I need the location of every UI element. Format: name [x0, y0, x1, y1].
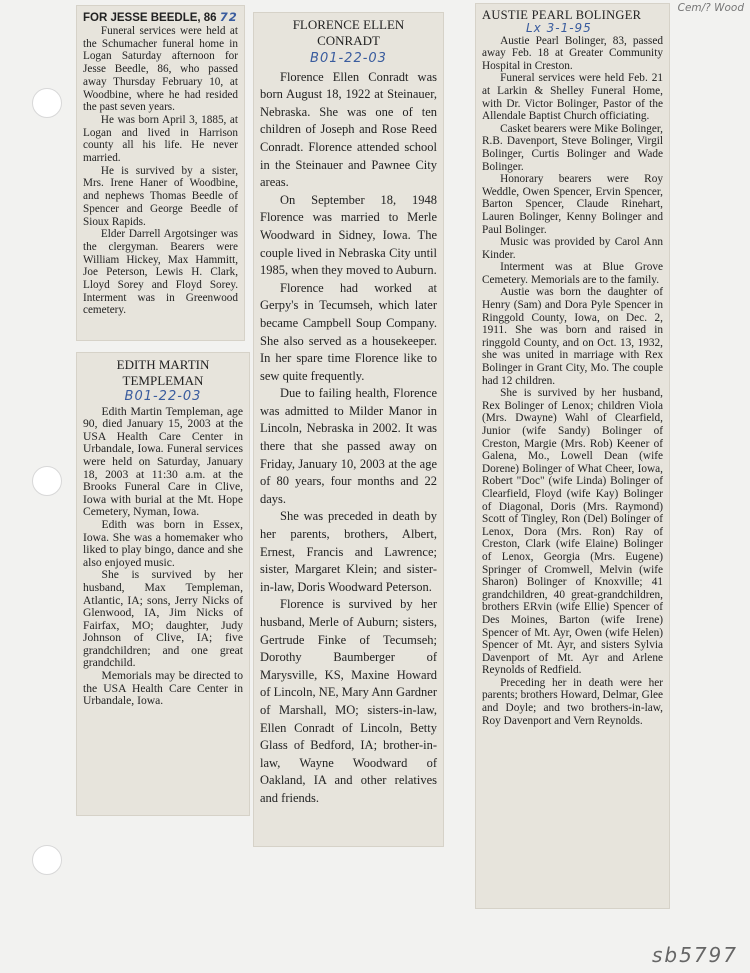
templeman-title [83, 357, 243, 389]
margin-note: Cem/? Wood [677, 2, 744, 14]
bolinger-paragraph: Casket bearers were Mike Bolinger, R.B. Davenport, Steve Bolinger, Virgil Bolinger, Curtis Bolinger and Wade Bolinger. [482, 122, 663, 173]
conradt-paragraph: She was preceded in death by her parents, brothers, Albert, Ernest, Francis and Lawrence; sister, Margaret Klein; and sister-in-law, Doris Woodward Peterson. [260, 509, 437, 594]
binder-hole-top [32, 88, 62, 118]
templeman-title-line2: TEMPLEMAN [122, 373, 204, 388]
bolinger-paragraph: Preceding her in death were her parents; brothers Howard, Delmar, Glee and Doyle; and two brothers-in-law, Roy Davenport and Vern Reynolds. [482, 676, 663, 727]
clipping-templeman [77, 353, 249, 815]
templeman-paragraph: Edith Martin Templeman, age 90, died January 15, 2003 at the USA Health Care Center in Urbandale, Iowa. Funeral services were held on Saturday, January 18, 2003 at 11:30 a.m. at the Brooks Funeral Care in Clive, Iowa with burial at the Mt. Hope Cemetery, Nyman, Iowa. [83, 404, 243, 519]
clipping-conradt [254, 13, 443, 846]
bolinger-paragraph: Austie was born the daughter of Henry (Sam) and Dora Pyle Spencer in Ringgold County, Iowa, on Dec. 2, 1911. She was born and raised in ringgold County, and on Oct. 13, 1932, she was united in marriage with Rex Bolinger in Grant City, Mo. The couple had 12 children. [482, 286, 663, 387]
conradt-title [260, 17, 437, 49]
bolinger-paragraph: Interment was at Blue Grove Cemetery. Memorials are to the family. [482, 261, 663, 286]
bolinger-paragraph: Funeral services were held Feb. 21 at Larkin & Shelley Funeral Home, with Dr. Victor Bolinger, Pastor of the Allendale Baptist Church officiating. [482, 72, 663, 123]
beedle-paragraph: Funeral services were held at the Schumacher funeral home in Logan Saturday afternoon for Jesse Beedle, 86, who passed away Thursday February 10, at Woodbine, where he had resided the past seven years. [83, 25, 238, 114]
bolinger-title: AUSTIE PEARL BOLINGER [482, 8, 642, 22]
clipping-bolinger [476, 4, 669, 908]
conradt-paragraph: On September 18, 1948 Florence was married to Merle Woodward in Sidney, Iowa. The couple lived in Nebraska City until 1985, when they moved to Auburn. [260, 192, 437, 278]
bolinger-paragraph: Austie Pearl Bolinger, 83, passed away Feb. 18 at Greater Community Hospital in Creston. [482, 34, 663, 72]
templeman-annotation: B01-22-03 [124, 389, 202, 404]
conradt-paragraph: Florence Ellen Conradt was born August 18, 1922 at Steinauer, Nebraska. She was one of ten children of Joseph and Rose Reed Conradt. Florence attended school in the Steinauer and Pawnee City areas. [260, 69, 437, 190]
clipping-beedle [77, 6, 244, 340]
conradt-paragraph: Due to failing health, Florence was admitted to Milder Manor in Lincoln, Nebraska in 2002. It was there that she passed away on Friday, January 10, 2003 at the age of 80 years, four months and 22 days. [260, 386, 437, 506]
bolinger-paragraph: Music was provided by Carol Ann Kinder. [482, 236, 663, 261]
beedle-paragraph: Elder Darrell Argotsinger was the clergyman. Bearers were William Hickey, Max Hammitt, Joe Peterson, Lewis H. Clark, Lloyd Sorey and Floyd Sorey. Interment was in Greenwood cemetery. [83, 228, 238, 317]
templeman-paragraph: Edith was born in Essex, Iowa. She was a homemaker who liked to play bingo, dance and she also enjoyed music. [83, 517, 243, 569]
bolinger-annotation: Lx 3-1-95 [526, 21, 592, 35]
conradt-title-line1: FLORENCE ELLEN [292, 17, 405, 32]
binder-hole-middle [32, 466, 62, 496]
beedle-annotation: 72 [219, 10, 238, 24]
binder-hole-bottom [32, 845, 62, 875]
conradt-title-line2: CONRADT [317, 33, 380, 48]
templeman-title-line1: EDITH MARTIN [116, 357, 210, 372]
conradt-annotation: B01-22-03 [310, 51, 387, 66]
beedle-heading-text: FOR JESSE BEEDLE, 86 [83, 12, 217, 24]
conradt-paragraph: Florence is survived by her husband, Merle of Auburn; sisters, Gertrude Finke of Tecumseh; Dorothy Baumberger of Marysville, KS, Maxine Howard of Lincoln, NE, Mary Ann Gardner of Marshall, MO; sisters-in-law, Ellen Conradt of Lincoln, Betty Glass of Bedford, IA; brother-in-law, Wayne Woodward of Oakland, IA and other relatives and friends. [260, 597, 437, 805]
bolinger-paragraph: She is survived by her husband, Rex Bolinger of Lenox; children Viola (Mrs. Dwayne) Wahl of Clearfield, Junior (wife Sandy) Bolinger of Creston, Margie (Mrs. Rob) Keener of Galena, Mo., Lowell Dean (wife Dorene) Bolinger of What Cheer, Iowa, Robert "Doc" (wife Linda) Bolinger of Clearfield, Floyd (wife Kay) Bolinger of Diagonal, Doris (Mrs. Raymond) Scott of Tingley, Ron (Del) Bolinger of Lenox, Dora (Mrs. Ron) Ray of Creston, Clark (wife Elaine) Bolinger of Lenox, Georgia (Mrs. Eugene) Springer of Cromwell, Melvin (wife Sharon) Bolinger of Knoxville; 41 grandchildren, 40 great-grandchildren, brothers ERvin (wife Ellie) Spencer of Des Moines, Barton (wife Irene) Spencer of Mt. Ayr, Owen (wife Helen) Spencer of Mt. Ayr, and sisters Sylvia Davenport of Mt. Ayr and Arlene Reynolds of Redfield. [482, 387, 663, 677]
templeman-paragraph: She is survived by her husband, Max Templeman, Atlantic, IA; sons, Jerry Nicks of Glenwood, IA, Jim Nicks of Fairfax, MO; daughter, Judy Johnson of Clive, IA; five grandchildren; and one great grandchild. [83, 568, 243, 670]
templeman-paragraph: Memorials may be directed to the USA Health Care Center in Urbandale, Iowa. [83, 669, 243, 708]
conradt-paragraph: Florence had worked at Gerpy's in Tecumseh, which later became Campbell Soup Company. She also served as a housekeeper. In her spare time Florence like to sew quite frequently. [260, 280, 437, 383]
beedle-paragraph: He is survived by a sister, Mrs. Irene Haner of Woodbine, and nephews Thomas Beedle of Spencer and George Beedle of Sioux Rapids. [83, 164, 238, 228]
beedle-paragraph: He was born April 3, 1885, at Logan and lived in Harrison county all his life. He never married. [83, 113, 238, 165]
bolinger-paragraph: Honorary bearers were Roy Weddle, Owen Spencer, Ervin Spencer, Barton Spencer, Claude Rinehart, Lauren Bolinger, Kenny Bolinger and Paul Bolinger. [482, 173, 663, 236]
footer-id: sb5797 [651, 943, 738, 967]
beedle-heading [83, 10, 238, 25]
